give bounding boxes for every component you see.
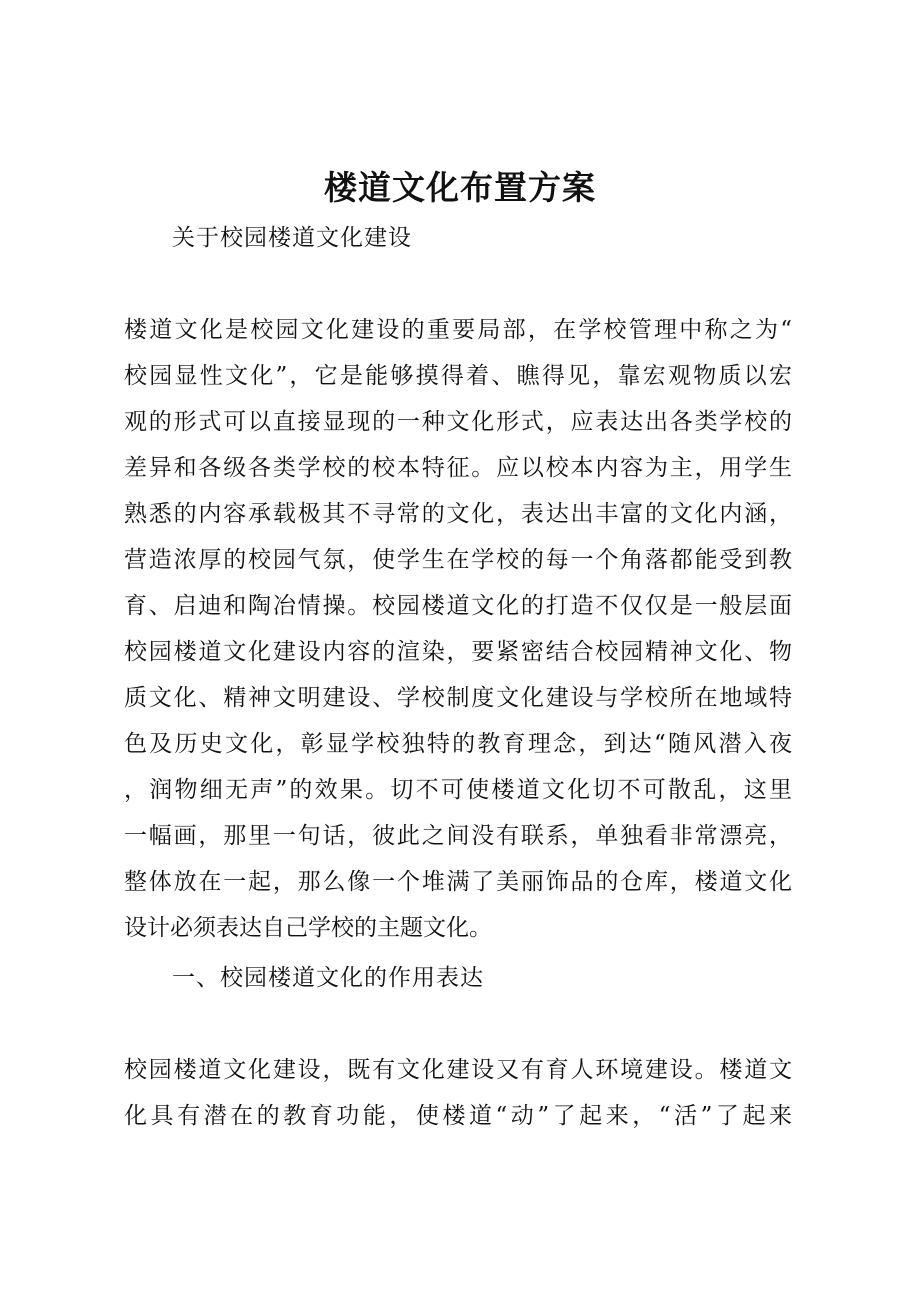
paragraph-line: 观的形式可以直接显现的一种文化形式，应表达出各类学校的 [124,409,792,435]
paragraph-line: 差异和各级各类学校的校本特征。应以校本内容为主，用学生 [124,455,792,481]
paragraph-line: 整体放在一起，那么像一个堆满了美丽饰品的仓库，楼道文化 [124,869,792,895]
paragraph-line: 色及历史文化，彰显学校独特的教育理念，到达“随风潜入夜 [124,731,792,757]
paragraph-intro [124,314,792,958]
paragraph-line: 育、启迪和陶冶情操。校园楼道文化的打造不仅仅是一般层面 [124,593,792,619]
paragraph-line: 设计必须表达自己学校的主题文化。 [124,915,492,941]
paragraph-line: ，润物细无声”的效果。切不可使楼道文化切不可散乱，这里 [124,777,792,803]
paragraph-line: 校园显性文化”，它是能够摸得着、瞧得见，靠宏观物质以宏 [124,363,792,389]
paragraph-line: 楼道文化是校园文化建设的重要局部，在学校管理中称之为“ [124,317,792,343]
paragraph-line: 一幅画，那里一句话，彼此之间没有联系，单独看非常漂亮， [124,823,792,849]
paragraph-line: 营造浓厚的校园气氛，使学生在学校的每一个角落都能受到教 [124,547,792,573]
paragraph-line: 校园楼道文化建设内容的渲染，要紧密结合校园精神文化、物 [124,639,792,665]
document-title: 楼道文化布置方案 [324,168,596,207]
paragraph-line: 化具有潜在的教育功能，使楼道“动”了起来，“活”了起来 [124,1103,792,1129]
document-subtitle: 关于校园楼道文化建设 [172,225,412,251]
paragraph-line: 校园楼道文化建设，既有文化建设又有育人环境建设。楼道文 [124,1057,792,1083]
section-heading: 一、校园楼道文化的作用表达 [172,965,484,991]
paragraph-line: 质文化、精神文明建设、学校制度文化建设与学校所在地域特 [124,685,792,711]
paragraph-section1 [124,1054,792,1146]
paragraph-line: 熟悉的内容承载极其不寻常的文化，表达出丰富的文化内涵， [124,501,792,527]
